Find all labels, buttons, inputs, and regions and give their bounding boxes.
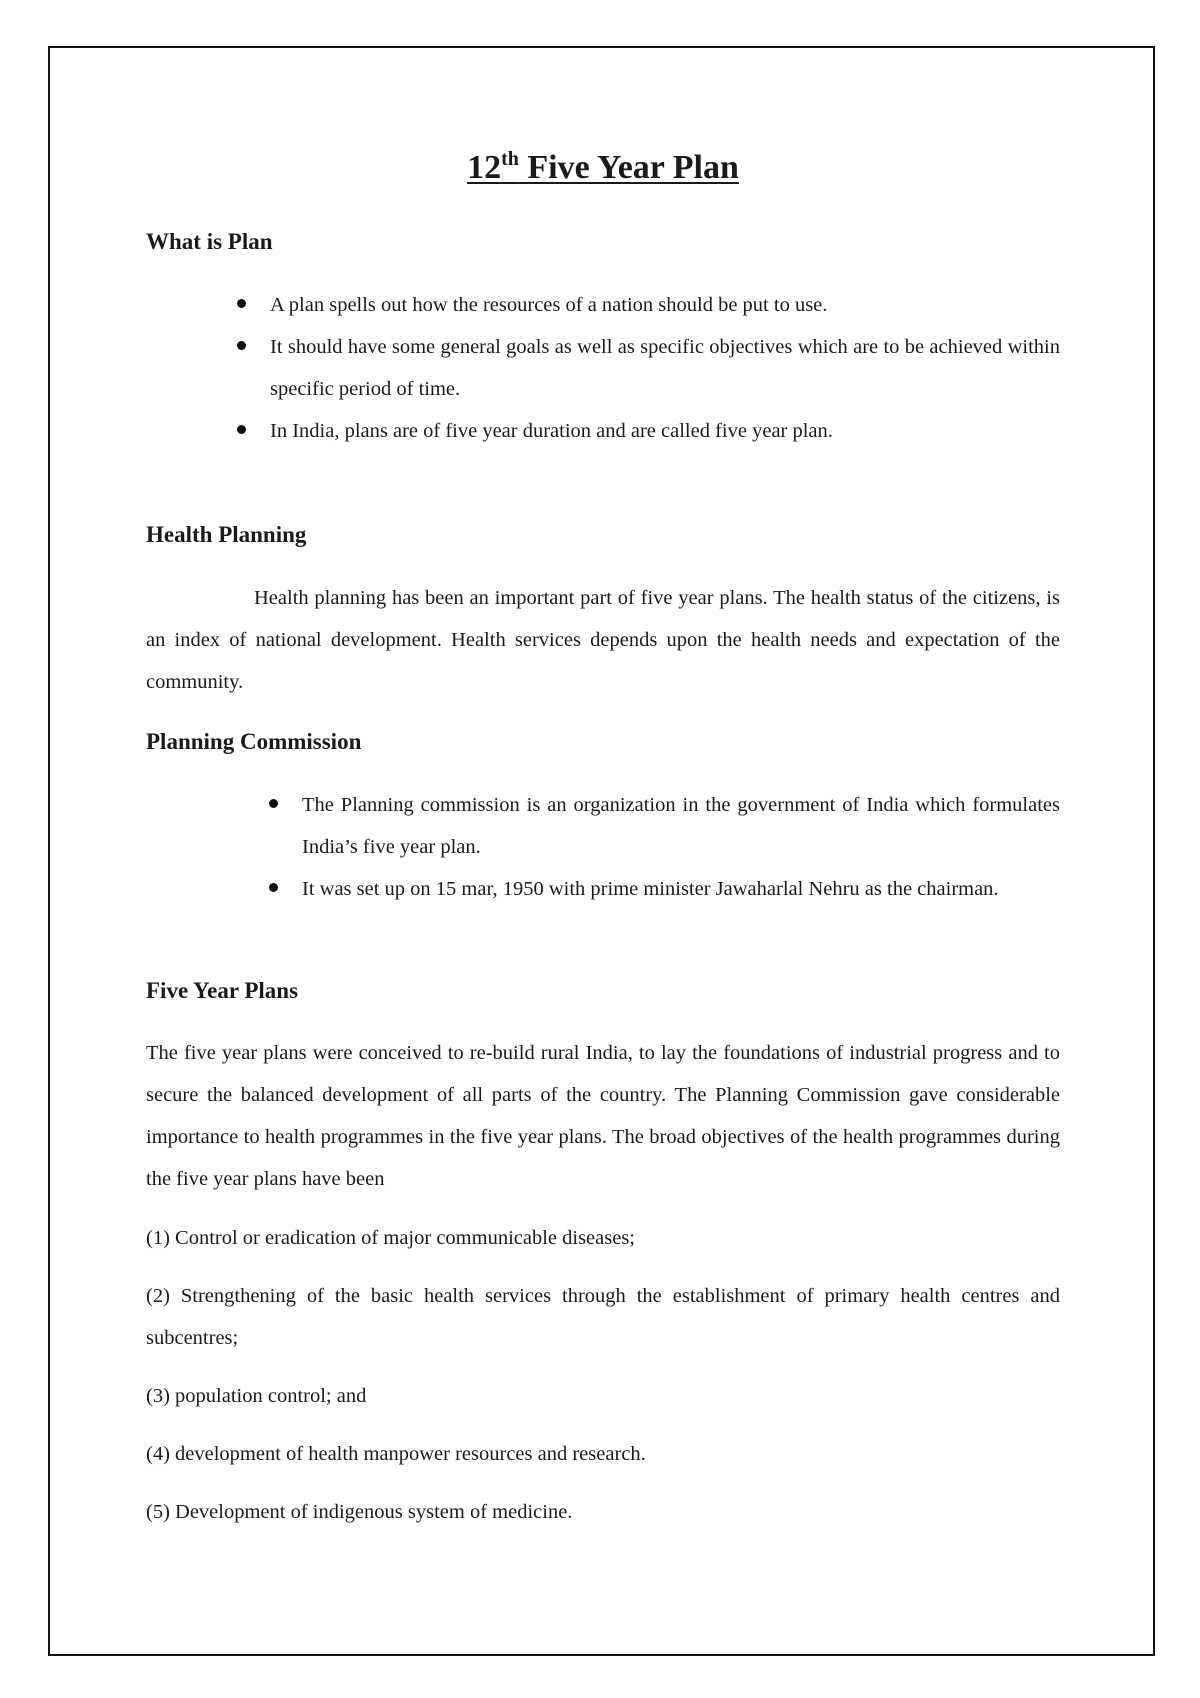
what-is-plan-list bbox=[270, 284, 1060, 452]
page-title bbox=[146, 148, 1060, 188]
heading-health-planning: Health Planning bbox=[146, 522, 307, 547]
objective-item: (5) Development of indigenous system of medicine. bbox=[146, 1501, 573, 1523]
list-item: It was set up on 15 mar, 1950 with prime minister Jawaharlal Nehru as the chairman. bbox=[302, 868, 1060, 910]
heading-what-is-plan: What is Plan bbox=[146, 229, 273, 254]
objective-item: (4) development of health manpower resources and research. bbox=[146, 1443, 646, 1465]
heading-planning-commission: Planning Commission bbox=[146, 729, 362, 754]
list-item: A plan spells out how the resources of a nation should be put to use. bbox=[270, 284, 1060, 326]
title-rest: Five Year Plan bbox=[518, 149, 739, 186]
planning-commission-list bbox=[302, 784, 1060, 910]
objective-item: (1) Control or eradication of major communicable diseases; bbox=[146, 1227, 635, 1249]
list-item: It should have some general goals as well as specific objectives which are to be achieved within specific period of time. bbox=[270, 326, 1060, 410]
objective-item: (2) Strengthening of the basic health services through the establishment of primary health centres and subcentres; bbox=[146, 1285, 1060, 1349]
list-item: In India, plans are of five year duration and are called five year plan. bbox=[270, 410, 1060, 452]
bullet-icon bbox=[237, 425, 246, 434]
bullet-icon bbox=[237, 341, 246, 350]
list-item: The Planning commission is an organization in the government of India which formulates India’s five year plan. bbox=[302, 784, 1060, 868]
bullet-icon bbox=[269, 883, 278, 892]
title-superscript: th bbox=[501, 148, 519, 170]
title-number: 12 bbox=[467, 149, 502, 186]
bullet-icon bbox=[269, 799, 278, 808]
objective-item: (3) population control; and bbox=[146, 1385, 367, 1407]
five-year-plans-paragraph: The five year plans were conceived to re-build rural India, to lay the foundations of industrial progress and to secure the balanced development of all parts of the country. The Planning Commission gave considerable importance to health programmes in the five year plans. The broad objectives of the health programmes during the five year plans have been bbox=[146, 1042, 1060, 1190]
title-text bbox=[467, 149, 739, 186]
health-planning-paragraph: Health planning has been an important part of five year plans. The health status of the citizens, is an index of national development. Health services depends upon the health needs and expectation of the community. bbox=[146, 587, 1060, 693]
heading-five-year-plans: Five Year Plans bbox=[146, 978, 299, 1003]
bullet-icon bbox=[237, 299, 246, 308]
